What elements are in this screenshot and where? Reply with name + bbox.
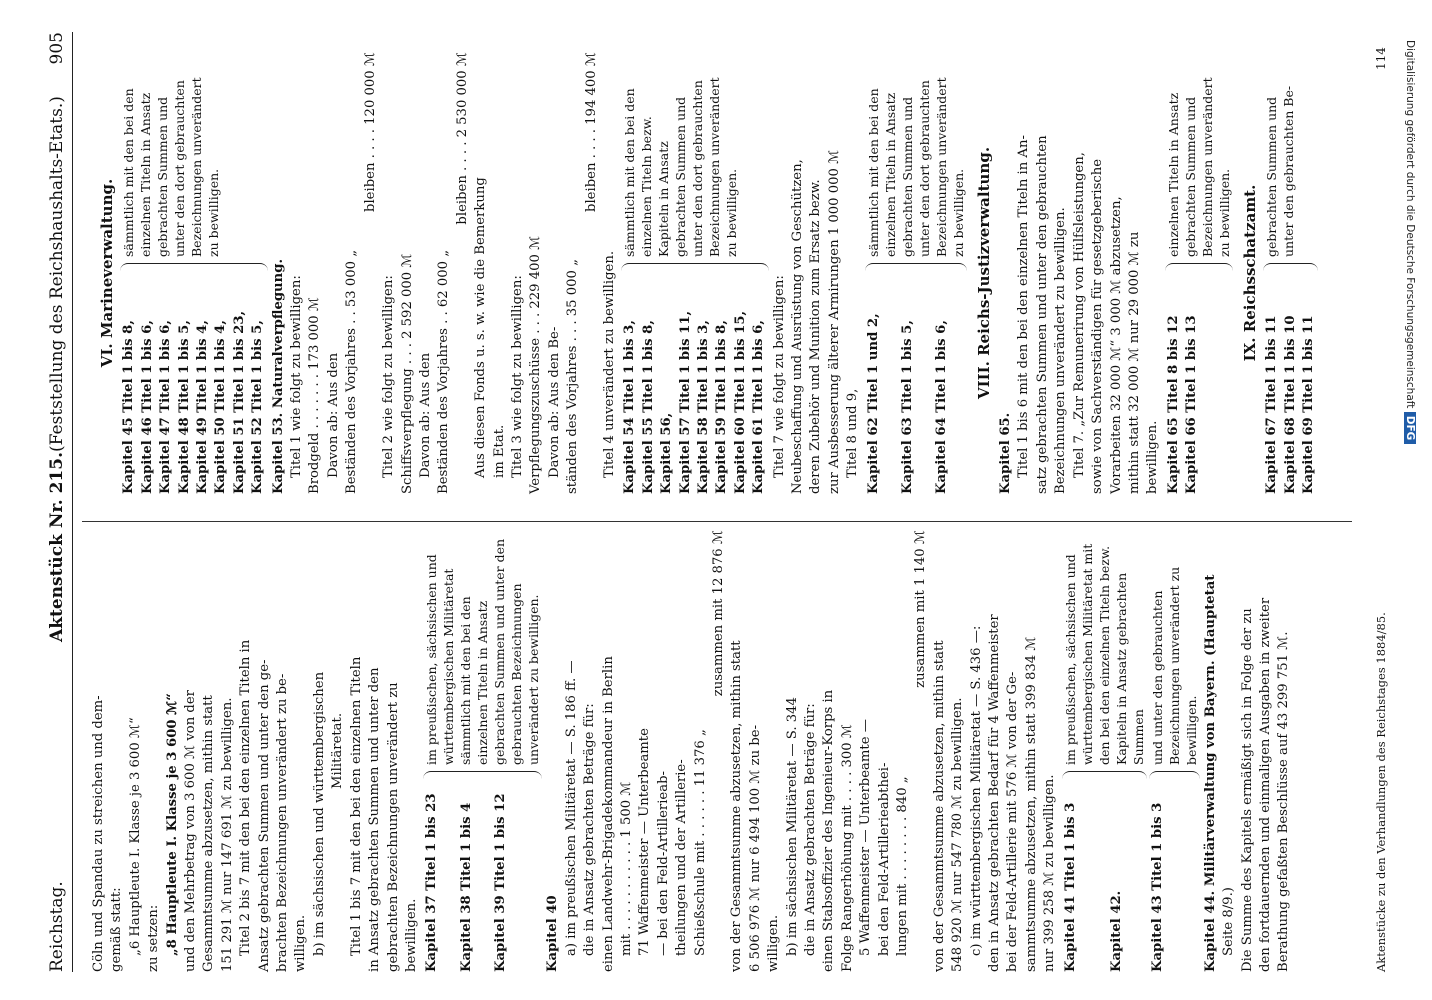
kapitel-line: Kapitel 67 Titel 1 bis 11: [1264, 315, 1280, 494]
kapitel-line: Kapitel 45 Titel 1 bis 8,: [121, 320, 137, 494]
group-note: einzelnen Titeln in Ansatz gebrachten Summen und Bezeichnungen unverändert zu bewilligen.: [1165, 77, 1232, 257]
text-line: Beständen des Vorjahres . . 62 000 „: [436, 249, 452, 494]
text-line: sammtsumme abzusetzen, mithin statt 399 834 ℳ: [1023, 636, 1039, 972]
credit-text: Digitalisierung gefördert durch die Deutsche Forschungsgemeinschaft: [1404, 40, 1416, 409]
kapitel-line: Kapitel 66 Titel 1 bis 13: [1184, 315, 1200, 494]
text-line: die in Ansatz gebrachten Beträge für:: [582, 703, 598, 956]
kapitel-heading: Kapitel 53. Naturalverpflegung.: [270, 258, 286, 494]
group-note: sämmtlich mit den bei den einzelnen Titeln bezw. Kapiteln in Ansatz gebrachten Summen und unter den dort gebrauchten Bezeichnungen unverändert zu bewilligen.: [622, 77, 740, 257]
brace: [423, 771, 542, 782]
text-line: mithin statt 32 000 ℳ nur 29 000 ℳ zu: [1126, 231, 1142, 494]
text-line: brachten Bezeichnungen unverändert zu be-: [275, 673, 291, 972]
kapitel-line: Kapitel 39 Titel 1 bis 12: [493, 793, 509, 972]
kapitel-44: [1202, 530, 1294, 972]
text-line: Titel 2 bis 7 mit den bei den einzelnen Titeln in: [238, 639, 254, 956]
titel-7: [771, 52, 863, 494]
text-line: Brodgeld . . . . . . . 173 000 ℳ: [307, 297, 323, 494]
text-line: Folge Rangerhöhung mit . . . . 300 ℳ: [839, 724, 855, 972]
text-line: Neubeschaffung und Ausrüstung von Geschützen,: [790, 159, 806, 494]
text-line: ständen des Vorjahres . . . 35 000 „: [565, 259, 581, 494]
text-line: — bei den Feld-Artillerieab-: [655, 771, 671, 956]
kapitel-group-37-39: [423, 530, 542, 972]
text-line: gebrachten Bezeichnungen unverändert zu: [385, 682, 401, 972]
text-line: b) im sächsischen Militäretat — S. 344: [784, 697, 800, 956]
kapitel-line: Kapitel 42.: [1109, 890, 1125, 972]
text-line: in Ansatz gebrachten Summen und unter den: [367, 667, 383, 972]
text-line: „8 Hauptleute I. Klasse je 3 600 ℳ“: [164, 693, 180, 956]
text-line: den in Ansatz gebrachten Bedarf für 4 Waffenmeister: [987, 614, 1003, 972]
right-column: [90, 52, 1320, 494]
kapitel-group-65-66: [1165, 52, 1233, 494]
text-line: Die Summe des Kapitels ermäßigt sich in Folge der zu: [1239, 608, 1255, 972]
text-line: theilungen und der Artillerie-: [674, 759, 690, 956]
brace: [865, 263, 967, 274]
text-line: sowie von Sachverständigen für gesetzgeberische: [1090, 158, 1106, 494]
left-column: [90, 530, 1294, 972]
footer-note: Aktenstücke zu den Verhandlungen des Reichstages 1884/85.: [1374, 612, 1388, 972]
kapitel-line: Kapitel 61 Titel 1 bis 6,: [751, 320, 767, 494]
text-line: gemäß statt:: [109, 887, 125, 972]
text-line: die in Ansatz gebrachten Beträge für:: [803, 703, 818, 956]
text-line: von der Gesammtsumme abzusetzen, mithin statt: [729, 640, 745, 972]
text-line: lungen mit . . . . . . . . 840 „: [895, 776, 911, 956]
text-line: Davon ab: Aus den Be-: [546, 326, 562, 478]
kapitel-line: Kapitel 55 Titel 1 bis 8,: [640, 320, 656, 494]
dfg-logo: DFG: [1404, 412, 1416, 445]
text-line: bei der Feld-Artillerie mit 576 ℳ von der Ge-: [1005, 671, 1021, 972]
text-line: Davon ab: Aus den: [325, 352, 341, 478]
kapitel-line: Kapitel 49 Titel 1 bis 4,: [195, 320, 211, 494]
text-line: Titel 3 wie folgt zu bewilligen:: [509, 275, 525, 478]
kapitel-group-45-52: [120, 52, 267, 494]
text-line: Titel 2 wie folgt zu bewilligen:: [381, 275, 397, 478]
section-heading: VI. Marineverwaltung.: [98, 178, 116, 368]
kapitel-group-67-69: [1263, 52, 1318, 494]
kapitel-line: Kapitel 64 Titel 1 bis 6,: [934, 320, 950, 494]
kapitel-line: Kapitel 65 Titel 8 bis 12: [1165, 315, 1181, 494]
text-line: bewilligen.: [1145, 420, 1161, 494]
group-note: sämmtlich mit den bei den einzelnen Titeln in Ansatz gebrachten Summen und unter den dort gebrauchten Bezeichnungen unverändert zu bewilligen.: [121, 77, 222, 257]
text-line: im Etat.: [491, 424, 507, 478]
kapitel-line: Kapitel 38 Titel 1 bis 4: [458, 802, 474, 972]
text-line: Titel 1 bis 7 mit den bei den einzelnen Titeln: [348, 656, 364, 956]
brace: [621, 263, 768, 274]
digitization-credit: [1402, 40, 1416, 960]
kapitel-line: Kapitel 60 Titel 1 bis 15,: [732, 310, 748, 494]
text-line: Schießschule mit . . . . . . 11 376 „: [692, 729, 708, 956]
section-heading: VIII. Reichs-Justizverwaltung.: [974, 146, 993, 400]
kapitel-line: Kapitel 52 Titel 1 bis 5,: [250, 320, 266, 494]
kapitel-53: [270, 52, 620, 494]
text-line: b) im sächsischen und württembergischen: [311, 671, 327, 956]
sum-line: zusammen mit 12 876 ℳ: [710, 530, 726, 697]
text-line: „6 Hauptleute I. Klasse je 3 600 ℳ“: [127, 717, 143, 956]
text-line: satz gebrachten Summen und unter den gebrauchten: [1034, 135, 1050, 494]
kapitel-line: Kapitel 51 Titel 1 bis 23,: [231, 310, 247, 494]
text-line: Berathung gefaßten Beschlüsse auf 43 299 751 ℳ.: [1276, 631, 1292, 972]
brace: [1149, 771, 1200, 782]
kapitel-65: [997, 52, 1163, 494]
text-line: Seite 8/9.): [1221, 887, 1237, 956]
text-line: von der Gesammtsumme abzusetzen, mithin statt: [931, 640, 947, 972]
kapitel-line: Kapitel 56,: [659, 412, 675, 494]
text-line: c) im württembergischen Militäretat — S. 436 —:: [968, 625, 984, 956]
text-line: Titel 7. „Zur Remunerirung von Hülfsleistungen,: [1071, 152, 1087, 478]
header-middle: (Feststellung des Reichshaushalts-Etats.): [46, 96, 67, 452]
column-divider: [82, 521, 1352, 522]
text-line: Verpflegungszuschüsse . . . 229 400 ℳ: [528, 235, 544, 494]
kapitel-line: Kapitel 37 Titel 1 bis 23: [424, 793, 440, 972]
text-line: Militäretat.: [330, 712, 346, 790]
kapitel-heading: Kapitel 40: [545, 895, 561, 972]
text-line: Schiffsverpflegung . . . 2 592 000 ℳ: [399, 253, 415, 494]
kapitel-line: Kapitel 43 Titel 1 bis 3: [1149, 802, 1165, 972]
brace: [120, 263, 267, 274]
text-line: Davon ab: Aus den: [417, 352, 433, 478]
text-line: Aus diesen Fonds u. s. w. wie die Bemerkung: [473, 177, 489, 478]
group-note: im preußischen, sächsischen und württembergischen Militäretat mit den bei den einzelnen Titeln bezw. Kapiteln in Ansatz gebrachten Summen: [1062, 543, 1146, 765]
text-line: 548 920 ℳ nur 547 780 ℳ zu bewilligen.: [950, 697, 966, 972]
page-header: [40, 32, 73, 972]
kapitel-line: Kapitel 47 Titel 1 bis 6,: [158, 320, 174, 494]
header-left: Reichstag.: [46, 881, 67, 972]
kapitel-group-62-64: [865, 52, 967, 494]
text-line: Titel 1 wie folgt zu bewilligen:: [289, 275, 305, 478]
text-line: Bezeichnungen unverändert zu bewilligen.: [1053, 207, 1069, 494]
text-line: willigen.: [766, 914, 782, 972]
text-line: Cöln und Spandau zu streichen und dem-: [91, 695, 106, 972]
text-line: einen Stabsoffizier des Ingenieur-Korps in: [821, 689, 837, 972]
text-line: Gesammtsumme abzusetzen, mithin statt: [201, 695, 217, 972]
text-line: 151 291 ℳ nur 147 691 ℳ zu bewilligen.: [219, 697, 235, 972]
kapitel-line: Kapitel 62 Titel 1 und 2,: [865, 313, 881, 494]
kapitel-line: Kapitel 59 Titel 1 bis 8,: [714, 320, 730, 494]
kapitel-group-54-61: [621, 52, 768, 494]
sum-line: zusammen mit 1 140 ℳ: [913, 530, 929, 688]
text-line: 5 Waffenmeister — Unterbeamte —: [858, 719, 874, 956]
text-line: und den Mehrbetrag von 3 600 ℳ von der: [183, 690, 199, 972]
kapitel-line: Kapitel 63 Titel 1 bis 5,: [900, 320, 916, 494]
page-number: 905: [46, 32, 67, 65]
text-line: 71 Waffenmeister — Unterbeamte: [637, 728, 653, 956]
text-line: zu setzen:: [146, 904, 162, 972]
group-note: gebrachten Summen und unter den gebrauchten Be-: [1264, 85, 1297, 257]
kapitel-heading: Kapitel 65.: [998, 412, 1014, 494]
text-line: Titel 1 bis 6 mit den bei den einzelnen Titeln in An-: [1016, 135, 1032, 478]
header-center: Aktenstück Nr. 215.: [46, 451, 67, 642]
text-line: bewilligen.: [403, 898, 419, 972]
text-line: bei den Feld-Artillerieabthei-: [876, 762, 892, 956]
text-line: Ansatz gebrachten Summen und unter den ge-: [256, 659, 272, 972]
kapitel-line: Kapitel 57 Titel 1 bis 11,: [677, 310, 693, 494]
kapitel-line: Kapitel 69 Titel 1 bis 11: [1300, 315, 1316, 494]
sum-line: bleiben . . . . 2 530 000 ℳ: [454, 52, 470, 225]
kapitel-line: Kapitel 46 Titel 1 bis 6,: [139, 320, 155, 494]
text-line: willigen.: [293, 914, 309, 972]
sum-line: bleiben . . . . 194 400 ℳ: [583, 52, 599, 212]
text-line: Titel 8 und 9,: [845, 388, 861, 478]
section-heading: IX. Reichsschatzamt.: [1240, 184, 1259, 362]
text-line: Titel 4 unverändert zu bewilligen.: [601, 250, 617, 478]
text-line: Beständen des Vorjahres . . 53 000 „: [344, 249, 360, 494]
text-line: den fortdauernden und einmaligen Ausgaben in zweiter: [1257, 597, 1273, 972]
text-line: zur Ausbesserung älterer Armirungen 1 000 000 ℳ: [826, 149, 842, 494]
text-line: a) im preußischen Militäretat — S. 186 ff. —: [563, 660, 579, 956]
group-note: sämmtlich mit den bei den einzelnen Titeln in Ansatz gebrachten Summen und unter den dort gebrauchten Bezeichnungen unverändert zu bewilligen.: [865, 77, 966, 257]
kapitel-line: Kapitel 58 Titel 1 bis 3,: [696, 320, 711, 494]
kapitel-line: Kapitel 41 Titel 1 bis 3: [1062, 802, 1078, 972]
brace: [1263, 263, 1318, 274]
text-line: deren Zubehör und Munition zum Ersatz bezw.: [808, 179, 824, 494]
text-line: Titel 7 wie folgt zu bewilligen:: [771, 275, 787, 478]
text-line: 6 506 976 ℳ nur 6 494 100 ℳ zu be-: [747, 724, 763, 972]
sum-line: bleiben . . . . 120 000 ℳ: [362, 52, 378, 212]
kapitel-group-41-42: [1062, 530, 1147, 972]
group-note: und unter den gebrauchten Bezeichnungen unverändert zu bewilligen.: [1149, 566, 1199, 765]
kapitel-line: Kapitel 48 Titel 1 bis 5,: [176, 320, 192, 494]
kapitel-line: Kapitel 54 Titel 1 bis 3,: [622, 320, 638, 494]
brace: [1165, 263, 1233, 274]
signature-number: 114: [1374, 47, 1388, 70]
kapitel-heading: Kapitel 44. Militärverwaltung von Bayern. (Hauptetat: [1202, 574, 1218, 972]
text-line: nur 399 258 ℳ zu bewilligen.: [1042, 774, 1058, 972]
group-note: im preußischen, sächsischen und württembergischen Militäretat sämmtlich mit den bei den einzelnen Titeln in Ansatz gebrachten Summen und unter den gebrauchten Bezeichnungen unverändert zu bewilligen.: [424, 538, 542, 765]
text-line: mit . . . . . . . . . . . 1 500 ℳ: [618, 781, 634, 956]
kapitel-line: Kapitel 68 Titel 1 bis 10: [1282, 315, 1298, 494]
kapitel-group-43: [1149, 530, 1200, 972]
text-line: einen Landwehr-Brigadekommandeur in Berlin: [600, 656, 616, 972]
kapitel-40: [544, 530, 1059, 972]
left-intro: [90, 530, 421, 972]
text-line: Vorarbeiten 32 000 ℳ“ 3 000 ℳ abzusetzen,: [1108, 196, 1124, 494]
kapitel-line: Kapitel 50 Titel 1 bis 4,: [213, 320, 229, 494]
brace: [1062, 771, 1147, 782]
